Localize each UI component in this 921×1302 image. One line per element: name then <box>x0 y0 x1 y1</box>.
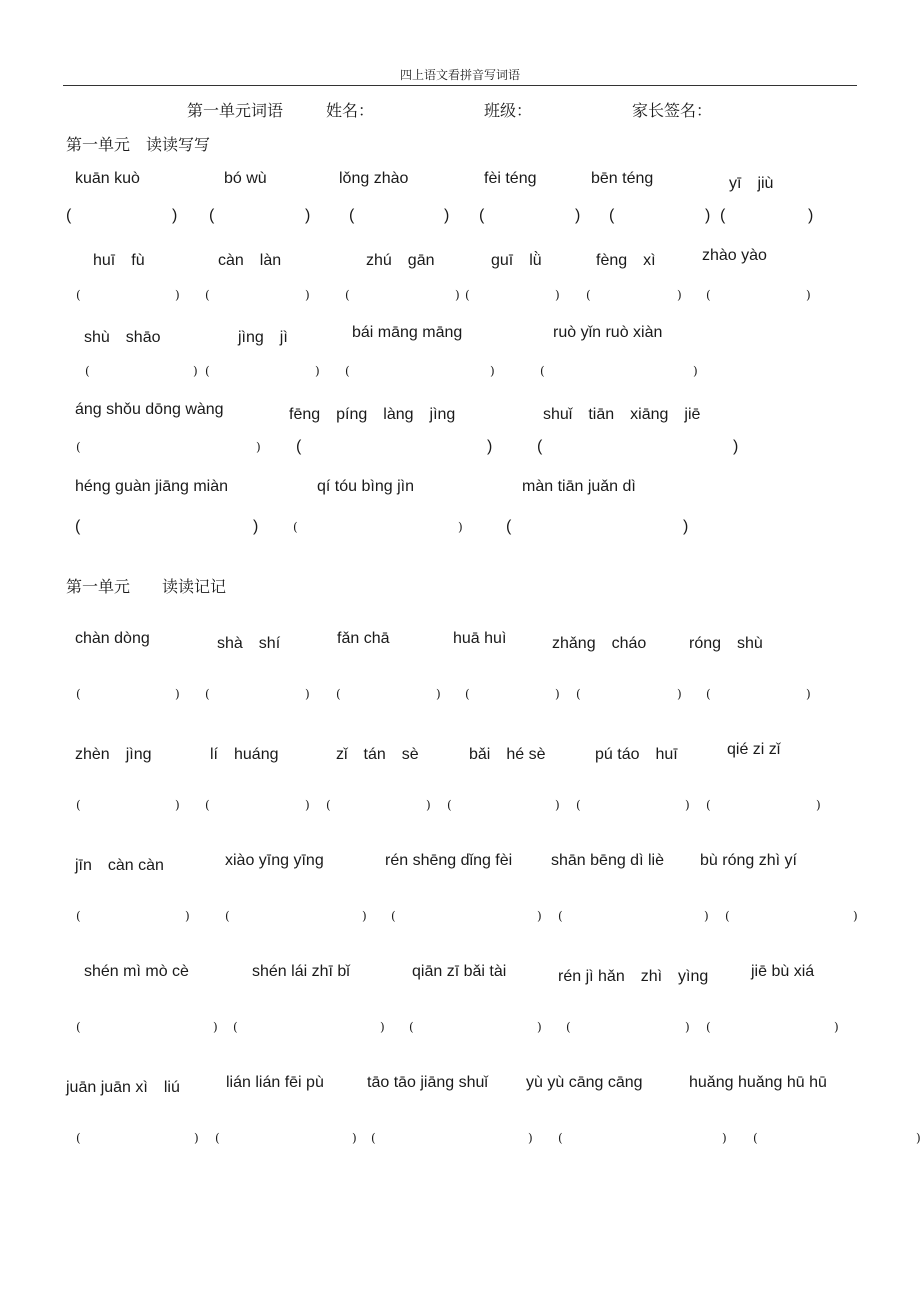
answer-paren-close: ) <box>705 207 711 224</box>
pinyin-word: héng guàn jiāng miàn <box>75 478 229 495</box>
answer-paren-close: ) <box>528 1131 533 1145</box>
answer-paren-open: ( <box>76 909 81 923</box>
answer-paren-close: ) <box>575 207 581 224</box>
pinyin-word: màn tiān juǎn dì <box>522 478 636 495</box>
answer-paren-open: ( <box>205 288 210 302</box>
pinyin-word: yù yù cāng cāng <box>526 1074 643 1091</box>
pinyin-word: bǎi hé sè <box>469 746 546 763</box>
answer-paren-close: ) <box>175 288 180 302</box>
answer-paren-close: ) <box>722 1131 727 1145</box>
answer-paren-close: ) <box>436 687 441 701</box>
answer-paren-close: ) <box>194 1131 199 1145</box>
pinyin-word: ruò yǐn ruò xiàn <box>553 324 663 341</box>
answer-paren-open: ( <box>447 798 452 812</box>
pinyin-word: bēn téng <box>591 170 654 187</box>
answer-paren-open: ( <box>349 207 355 224</box>
answer-paren-open: ( <box>85 364 90 378</box>
answer-paren-open: ( <box>225 909 230 923</box>
pinyin-word: juān juān xì liú <box>66 1079 180 1096</box>
answer-paren-open: ( <box>205 687 210 701</box>
answer-paren-close: ) <box>806 687 811 701</box>
pinyin-word: fēng píng làng jìng <box>289 406 456 423</box>
answer-paren-close: ) <box>256 440 261 454</box>
pinyin-word: huā huì <box>453 630 507 647</box>
answer-paren-close: ) <box>305 687 310 701</box>
pinyin-word: chàn dòng <box>75 630 150 647</box>
answer-paren-open: ( <box>706 288 711 302</box>
answer-paren-close: ) <box>704 909 709 923</box>
answer-paren-close: ) <box>816 798 821 812</box>
answer-paren-close: ) <box>444 207 450 224</box>
pinyin-word: shà shí <box>217 635 281 652</box>
pinyin-word: qié zi zǐ <box>727 741 781 758</box>
pinyin-word: zhào yào <box>702 247 767 264</box>
parent-signature-label: 家长签名： <box>632 101 713 120</box>
answer-paren-open: ( <box>720 207 726 224</box>
answer-paren-open: ( <box>465 288 470 302</box>
answer-paren-close: ) <box>213 1020 218 1034</box>
pinyin-word: bó wù <box>224 170 267 187</box>
answer-paren-open: ( <box>76 1131 81 1145</box>
answer-paren-open: ( <box>76 798 81 812</box>
pinyin-word: shén mì mò cè <box>84 963 189 980</box>
pinyin-word: jīn càn càn <box>75 857 164 874</box>
name-label: 姓名： <box>326 101 375 120</box>
answer-paren-close: ) <box>315 364 320 378</box>
answer-paren-open: ( <box>409 1020 414 1034</box>
answer-paren-close: ) <box>455 288 460 302</box>
answer-paren-open: ( <box>336 687 341 701</box>
answer-paren-close: ) <box>185 909 190 923</box>
answer-paren-close: ) <box>916 1131 921 1145</box>
answer-paren-open: ( <box>209 207 215 224</box>
pinyin-word: qiān zī bǎi tài <box>412 963 507 980</box>
answer-paren-close: ) <box>253 518 259 535</box>
answer-paren-close: ) <box>193 364 198 378</box>
answer-paren-close: ) <box>305 288 310 302</box>
answer-paren-open: ( <box>558 1131 563 1145</box>
answer-paren-open: ( <box>391 909 396 923</box>
section-title-read-remember: 第一单元 读读记记 <box>66 577 227 596</box>
pinyin-word: rén jì hǎn zhì yìng <box>558 968 709 985</box>
answer-paren-open: ( <box>326 798 331 812</box>
answer-paren-close: ) <box>685 1020 690 1034</box>
pinyin-word: zhú gān <box>366 252 435 269</box>
pinyin-word: bù róng zhì yí <box>700 852 797 869</box>
answer-paren-close: ) <box>537 909 542 923</box>
page-header-title: 四上语文看拼音写词语 <box>399 68 520 82</box>
pinyin-word: jiē bù xiá <box>751 963 815 980</box>
answer-paren-open: ( <box>76 1020 81 1034</box>
answer-paren-open: ( <box>205 798 210 812</box>
answer-paren-close: ) <box>458 520 463 534</box>
section-title-read-write: 第一单元 读读写写 <box>66 135 211 154</box>
pinyin-word: lǒng zhào <box>339 170 409 187</box>
pinyin-word: rén shēng dǐng fèi <box>385 852 513 869</box>
answer-paren-close: ) <box>677 687 682 701</box>
answer-paren-open: ( <box>706 687 711 701</box>
pinyin-word: shuǐ tiān xiāng jiē <box>543 406 701 423</box>
answer-paren-open: ( <box>66 207 72 224</box>
pinyin-word: tāo tāo jiāng shuǐ <box>367 1074 488 1091</box>
pinyin-word: kuān kuò <box>75 170 140 187</box>
answer-paren-open: ( <box>233 1020 238 1034</box>
pinyin-word: zhèn jìng <box>75 746 152 763</box>
answer-paren-close: ) <box>537 1020 542 1034</box>
answer-paren-open: ( <box>205 364 210 378</box>
pinyin-word: shù shāo <box>84 329 161 346</box>
pinyin-word: zhǎng cháo <box>552 635 647 652</box>
pinyin-word: bái māng māng <box>352 324 463 341</box>
header-divider <box>63 85 857 86</box>
answer-paren-close: ) <box>490 364 495 378</box>
answer-paren-open: ( <box>576 687 581 701</box>
answer-paren-open: ( <box>537 438 543 455</box>
unit-title: 第一单元词语 <box>187 101 284 120</box>
pinyin-word: yī jiù <box>729 175 774 192</box>
answer-paren-open: ( <box>479 207 485 224</box>
pinyin-word: guī lǜ <box>491 252 542 269</box>
pinyin-word: róng shù <box>689 635 763 652</box>
answer-paren-close: ) <box>677 288 682 302</box>
pinyin-word: lián lián fēi pù <box>226 1074 324 1091</box>
answer-paren-close: ) <box>172 207 178 224</box>
pinyin-word: xiào yīng yīng <box>225 852 324 869</box>
answer-paren-close: ) <box>555 288 560 302</box>
answer-paren-open: ( <box>558 909 563 923</box>
answer-paren-open: ( <box>345 288 350 302</box>
answer-paren-open: ( <box>293 520 298 534</box>
pinyin-word: jìng jì <box>238 329 288 346</box>
answer-paren-close: ) <box>487 438 493 455</box>
pinyin-word: huī fù <box>93 252 145 269</box>
answer-paren-close: ) <box>175 798 180 812</box>
answer-paren-open: ( <box>725 909 730 923</box>
answer-paren-open: ( <box>540 364 545 378</box>
pinyin-word: fèi téng <box>484 170 537 187</box>
pinyin-word: shān bēng dì liè <box>551 852 664 869</box>
answer-paren-open: ( <box>566 1020 571 1034</box>
answer-paren-close: ) <box>853 909 858 923</box>
answer-paren-open: ( <box>76 288 81 302</box>
pinyin-word: áng shǒu dōng wàng <box>75 401 224 418</box>
answer-paren-open: ( <box>706 1020 711 1034</box>
answer-paren-close: ) <box>555 798 560 812</box>
answer-paren-close: ) <box>352 1131 357 1145</box>
answer-paren-open: ( <box>753 1131 758 1145</box>
answer-paren-close: ) <box>555 687 560 701</box>
class-label: 班级： <box>484 101 533 120</box>
answer-paren-close: ) <box>362 909 367 923</box>
pinyin-word: pú táo huī <box>595 746 678 763</box>
pinyin-word: fèng xì <box>596 252 656 269</box>
answer-paren-close: ) <box>305 798 310 812</box>
answer-paren-close: ) <box>806 288 811 302</box>
answer-paren-open: ( <box>506 518 512 535</box>
pinyin-word: càn làn <box>218 252 282 269</box>
answer-paren-close: ) <box>683 518 689 535</box>
answer-paren-close: ) <box>834 1020 839 1034</box>
answer-paren-close: ) <box>380 1020 385 1034</box>
answer-paren-close: ) <box>733 438 739 455</box>
pinyin-word: qí tóu bìng jìn <box>317 478 414 495</box>
pinyin-word: huǎng huǎng hū hū <box>689 1074 827 1091</box>
answer-paren-open: ( <box>76 687 81 701</box>
answer-paren-open: ( <box>76 440 81 454</box>
answer-paren-close: ) <box>305 207 311 224</box>
answer-paren-close: ) <box>685 798 690 812</box>
pinyin-word: lí huáng <box>210 746 279 763</box>
answer-paren-open: ( <box>576 798 581 812</box>
answer-paren-open: ( <box>706 798 711 812</box>
pinyin-word: fǎn chā <box>337 630 390 647</box>
pinyin-word: shén lái zhī bǐ <box>252 963 350 980</box>
answer-paren-close: ) <box>175 687 180 701</box>
pinyin-word: zǐ tán sè <box>336 746 419 763</box>
answer-paren-open: ( <box>586 288 591 302</box>
answer-paren-close: ) <box>693 364 698 378</box>
answer-paren-close: ) <box>808 207 814 224</box>
answer-paren-open: ( <box>371 1131 376 1145</box>
answer-paren-open: ( <box>609 207 615 224</box>
answer-paren-close: ) <box>426 798 431 812</box>
answer-paren-open: ( <box>465 687 470 701</box>
answer-paren-open: ( <box>296 438 302 455</box>
answer-paren-open: ( <box>345 364 350 378</box>
answer-paren-open: ( <box>215 1131 220 1145</box>
answer-paren-open: ( <box>75 518 81 535</box>
